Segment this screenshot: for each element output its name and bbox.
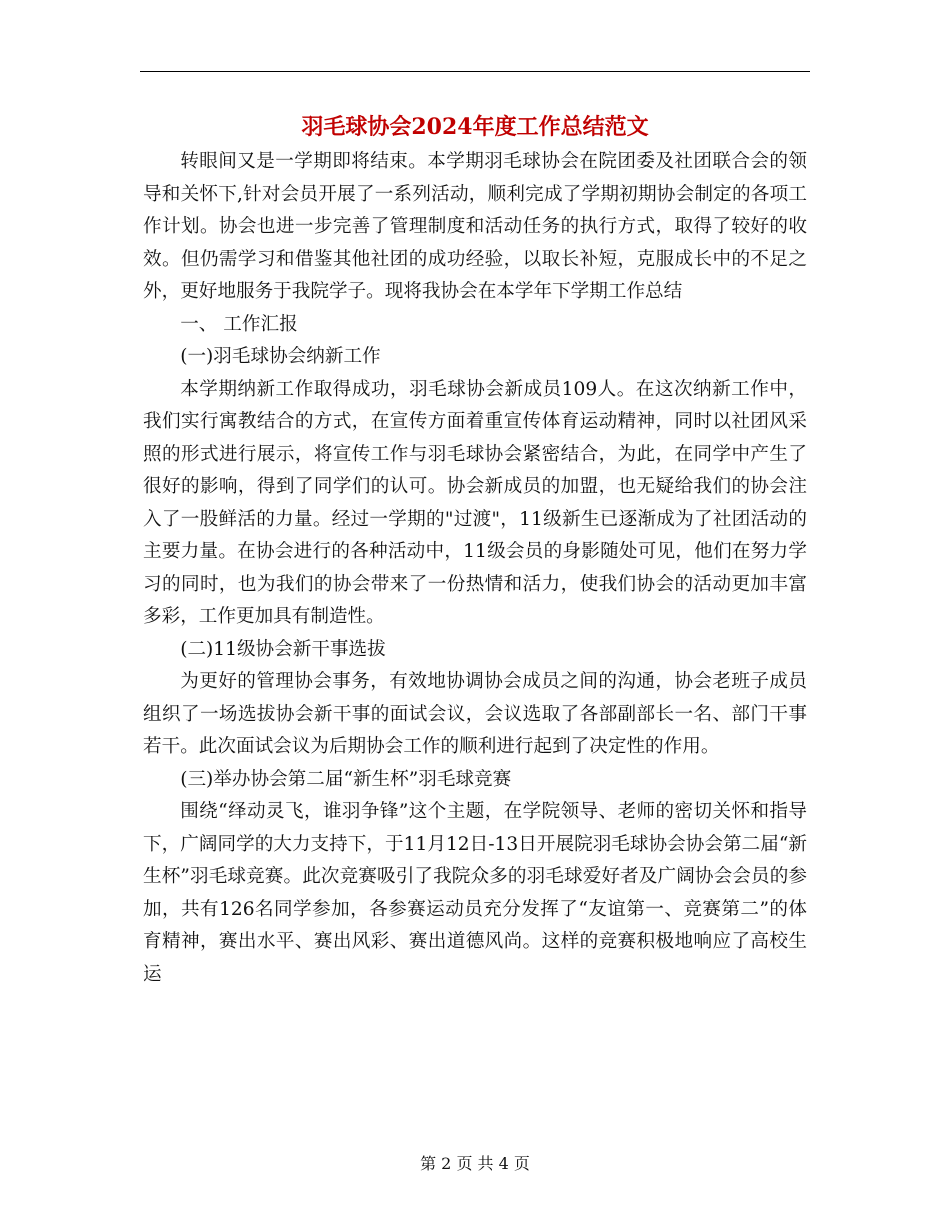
document-body: [143, 146, 807, 991]
subsection-heading-recruitment: (一)羽毛球协会纳新工作: [180, 346, 381, 367]
section-heading-work-report: 一、 工作汇报: [180, 313, 298, 335]
header-rule: [140, 71, 810, 72]
subsection-heading-officer-selection: (二)11级协会新干事选拔: [180, 638, 386, 660]
page-number-footer: 第 2 页 共 4 页: [420, 1154, 530, 1173]
paragraph-recruitment: 本学期纳新工作取得成功，羽毛球协会新成员109人。在这次纳新工作中，我们实行寓教结合的方式，在宣传方面着重宣传体育运动精神，同时以社团风采照的形式进行展示，将宣传工作与羽毛球协会紧密结合，为此，在同学中产生了很好的影响，得到了同学们的认可。协会新成员的加盟，也无疑给我们的协会注入了一股鲜活的力量。经过一学期的"过渡"，11级新生已逐渐成为了社团活动的主要力量。在协会进行的各种活动中，11级会员的身影随处可见，他们在努力学习的同时，也为我们的协会带来了一份热情和活力，使我们协会的活动更加丰富多彩，工作更加具有制造性。: [143, 378, 807, 627]
document-title: 羽毛球协会2024年度工作总结范文: [301, 114, 649, 140]
subsection-heading-competition: (三)举办协会第二届“新生杯”羽毛球竞赛: [180, 768, 512, 790]
paragraph-officer-selection: 为更好的管理协会事务，有效地协调协会成员之间的沟通，协会老班子成员组织了一场选拔协会新干事的面试会议，会议选取了各部副部长一名、部门干事若干。此次面试会议为后期协会工作的顺利进行起到了决定性的作用。: [143, 671, 807, 757]
paragraph-intro: 转眼间又是一学期即将结束。本学期羽毛球协会在院团委及社团联合会的领导和关怀下,针对会员开展了一系列活动，顺利完成了学期初期协会制定的各项工作计划。协会也进一步完善了管理制度和活动任务的执行方式，取得了较好的收效。但仍需学习和借鉴其他社团的成功经验，以取长补短，克服成长中的不足之外，更好地服务于我院学子。现将我协会在本学年下学期工作总结: [143, 151, 807, 302]
paragraph-competition: 围绕“绎动灵飞，谁羽争锋”这个主题，在学院领导、老师的密切关怀和指导下，广阔同学的大力支持下，于11月12日-13日开展院羽毛球协会协会第二届“新生杯”羽毛球竞赛。此次竞赛吸引了我院众多的羽毛球爱好者及广阔协会会员的参加，共有126名同学参加，各参赛运动员充分发挥了“友谊第一、竞赛第二”的体育精神，赛出水平、赛出风彩、赛出道德风尚。这样的竞赛积极地响应了高校生运: [143, 801, 807, 985]
